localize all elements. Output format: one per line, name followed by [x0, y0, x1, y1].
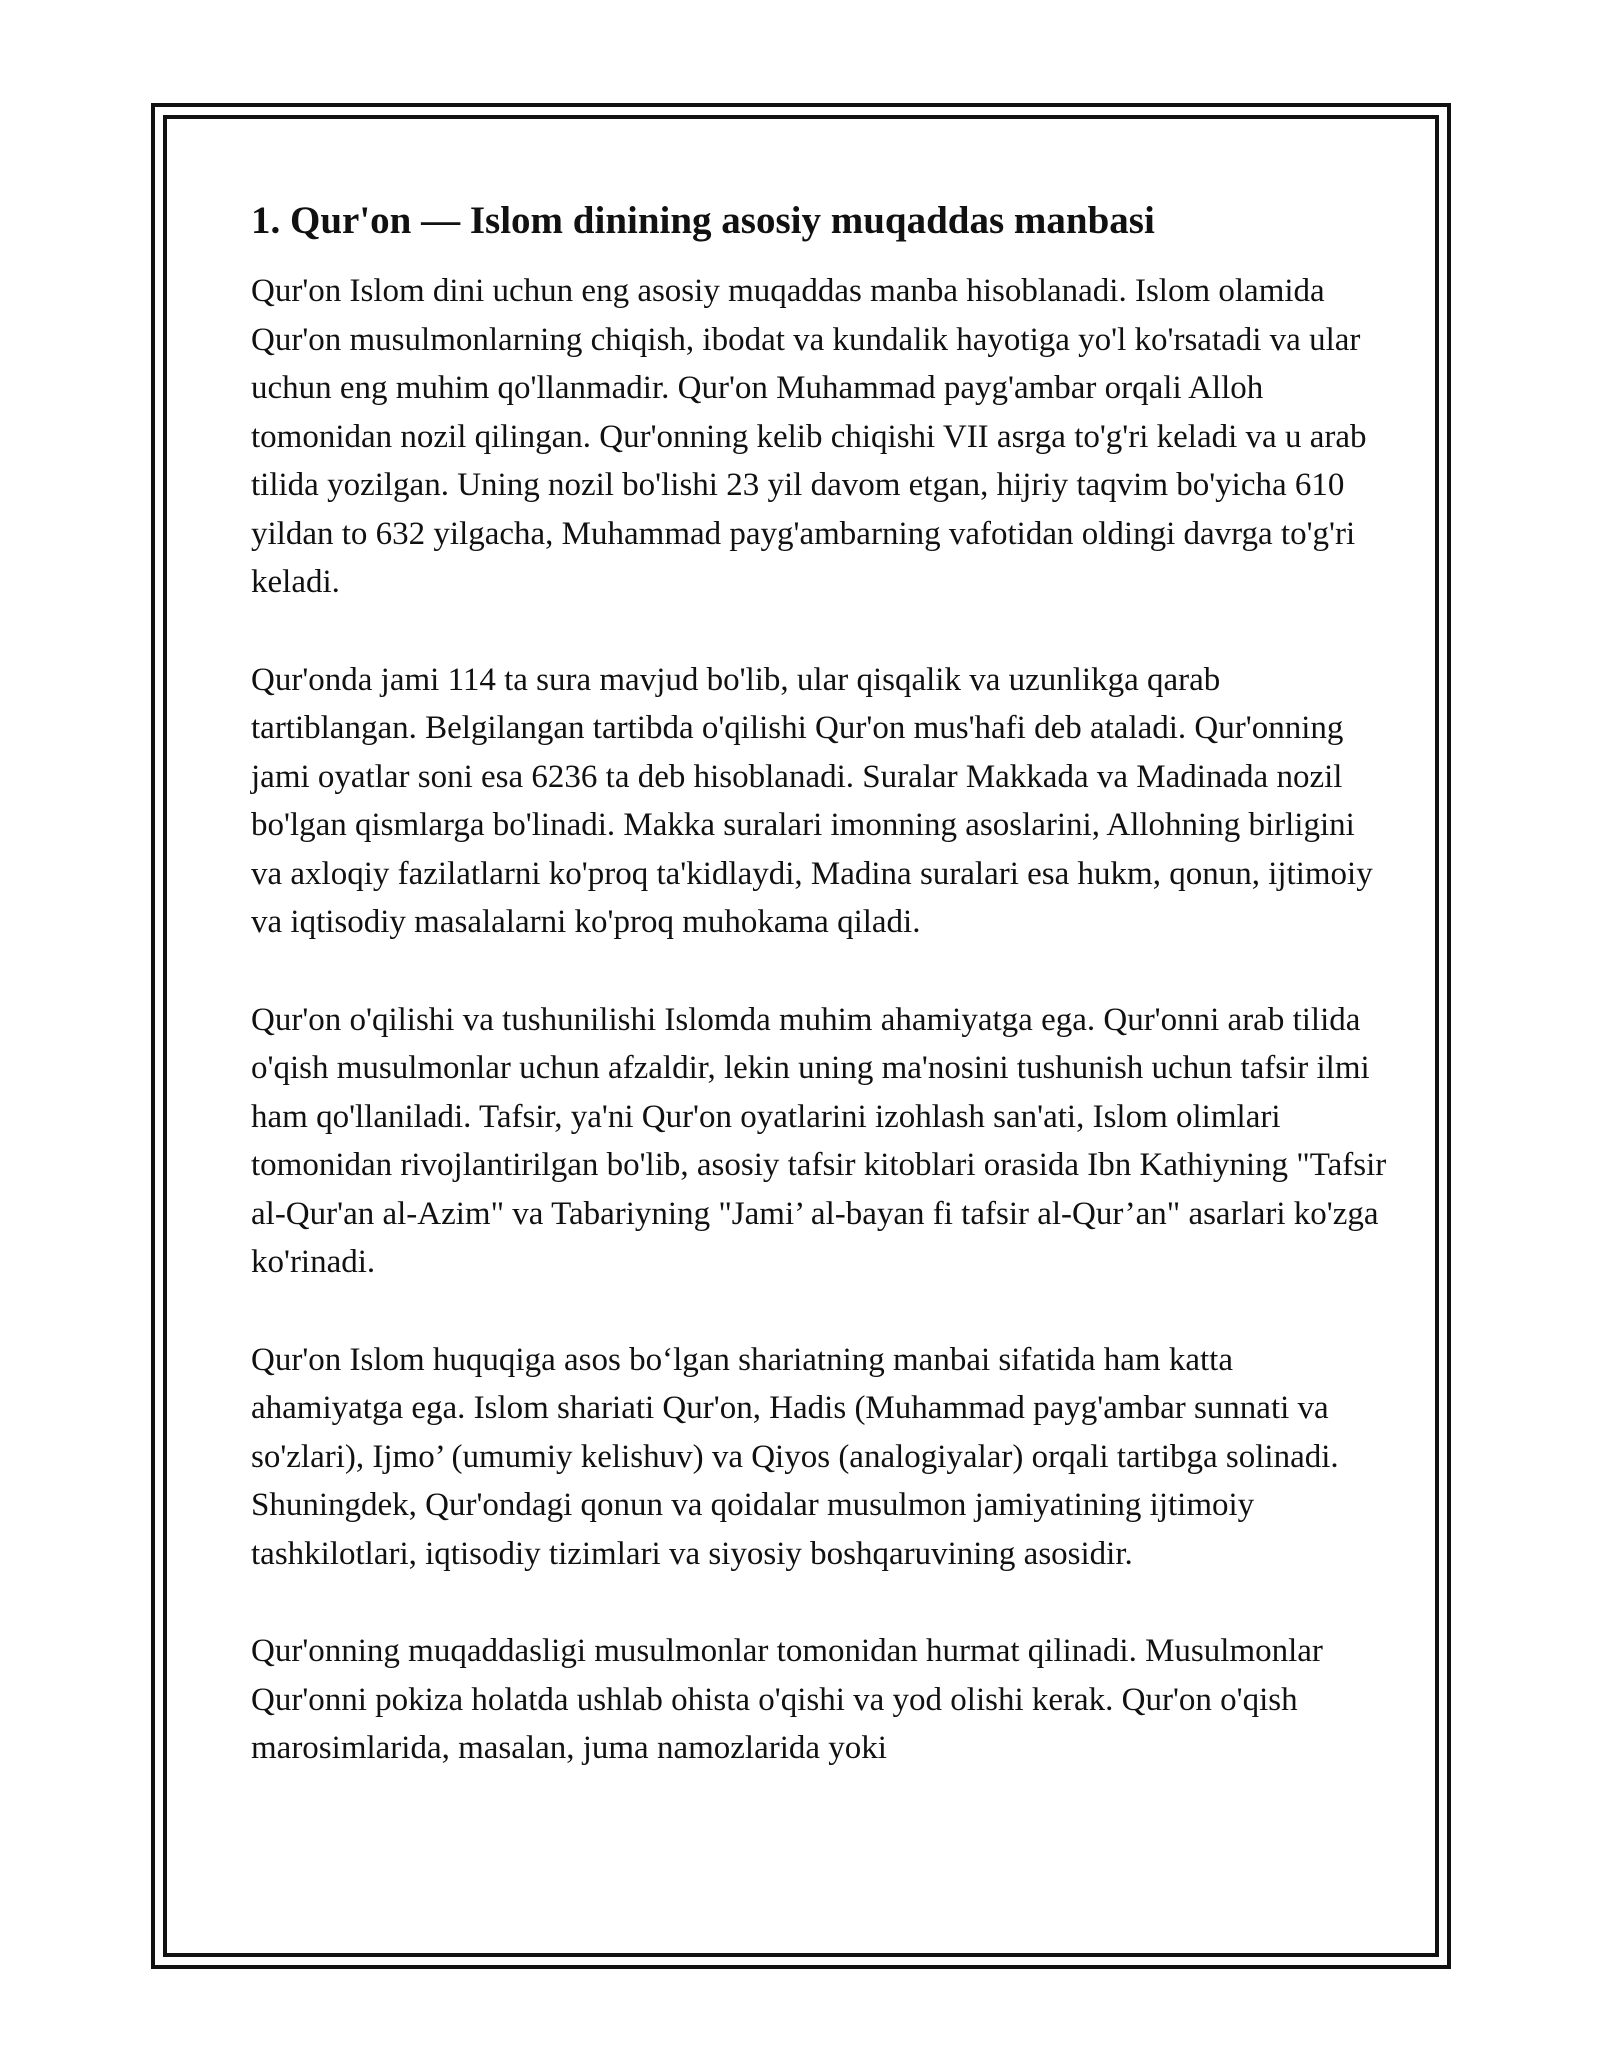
paragraph-4: Qur'on Islom huquqiga asos bo‘lgan shariatning manbai sifatida ham katta ahamiyatga ega. Islom shariati Qur'on, Hadis (Muhammad payg'ambar sunnati va so'zlari), Ijmo’ (umumiy kelishuv) va Qiyos (analogiyalar) orqali tartibga solinadi. Shuningdek, Qur'ondagi qonun va qoidalar musulmon jamiyatining ijtimoiy tashkilotlari, iqtisodiy tizimlari va siyosiy boshqaruvining asosidir.	[251, 1341, 1339, 1572]
section-heading: 1. Qur'on — Islom dinining asosiy muqaddas manbasi	[251, 199, 1155, 242]
page-border	[151, 103, 1451, 1969]
paragraph-3: Qur'on o'qilishi va tushunilishi Islomda muhim ahamiyatga ega. Qur'onni arab tilida o'qish musulmonlar uchun afzaldir, lekin uning ma'nosini tushunish uchun tafsir ilmi ham qo'llaniladi. Tafsir, ya'ni Qur'on oyatlarini izohlash san'ati, Islom olimlari tomonidan rivojlantirilgan bo'lib, asosiy tafsir kitoblari orasida Ibn Kathiyning "Tafsir al-Qur'an al-Azim" va Tabariyning "Jami’ al-bayan fi tafsir al-Qur’an" asarlari ko'zga ko'rinadi.	[251, 1001, 1387, 1280]
paragraph-1: Qur'on Islom dini uchun eng asosiy muqaddas manba hisoblanadi. Islom olamida Qur'on musulmonlarning chiqish, ibodat va kundalik hayotiga yo'l ko'rsatadi va ular uchun eng muhim qo'llanmadir. Qur'on Muhammad payg'ambar orqali Alloh tomonidan nozil qilingan. Qur'onning kelib chiqishi VII asrga to'g'ri keladi va u arab tilida yozilgan. Uning nozil bo'lishi 23 yil davom etgan, hijriy taqvim bo'yicha 610 yildan to 632 yilgacha, Muhammad payg'ambarning vafotidan oldingi davrga to'g'ri keladi.	[251, 273, 1367, 600]
document-body	[251, 197, 1391, 1773]
paragraph-2: Qur'onda jami 114 ta sura mavjud bo'lib, ular qisqalik va uzunlikga qarab tartiblangan. Belgilangan tartibda o'qilishi Qur'on mus'hafi deb ataladi. Qur'onning jami oyatlar soni esa 6236 ta deb hisoblanadi. Suralar Makkada va Madinada nozil bo'lgan qismlarga bo'linadi. Makka suralari imonning asoslarini, Allohning birligini va axloqiy fazilatlarni ko'proq ta'kidlaydi, Madina suralari esa hukm, qonun, ijtimoiy va iqtisodiy masalalarni ko'proq muhokama qiladi.	[251, 661, 1373, 940]
paragraph-5: Qur'onning muqaddasligi musulmonlar tomonidan hurmat qilinadi. Musulmonlar Qur'onni pokiza holatda ushlab ohista o'qishi va yod olishi kerak. Qur'on o'qish marosimlarida, masalan, juma namozlarida yoki	[251, 1633, 1323, 1766]
page-border-inner	[163, 115, 1439, 1957]
